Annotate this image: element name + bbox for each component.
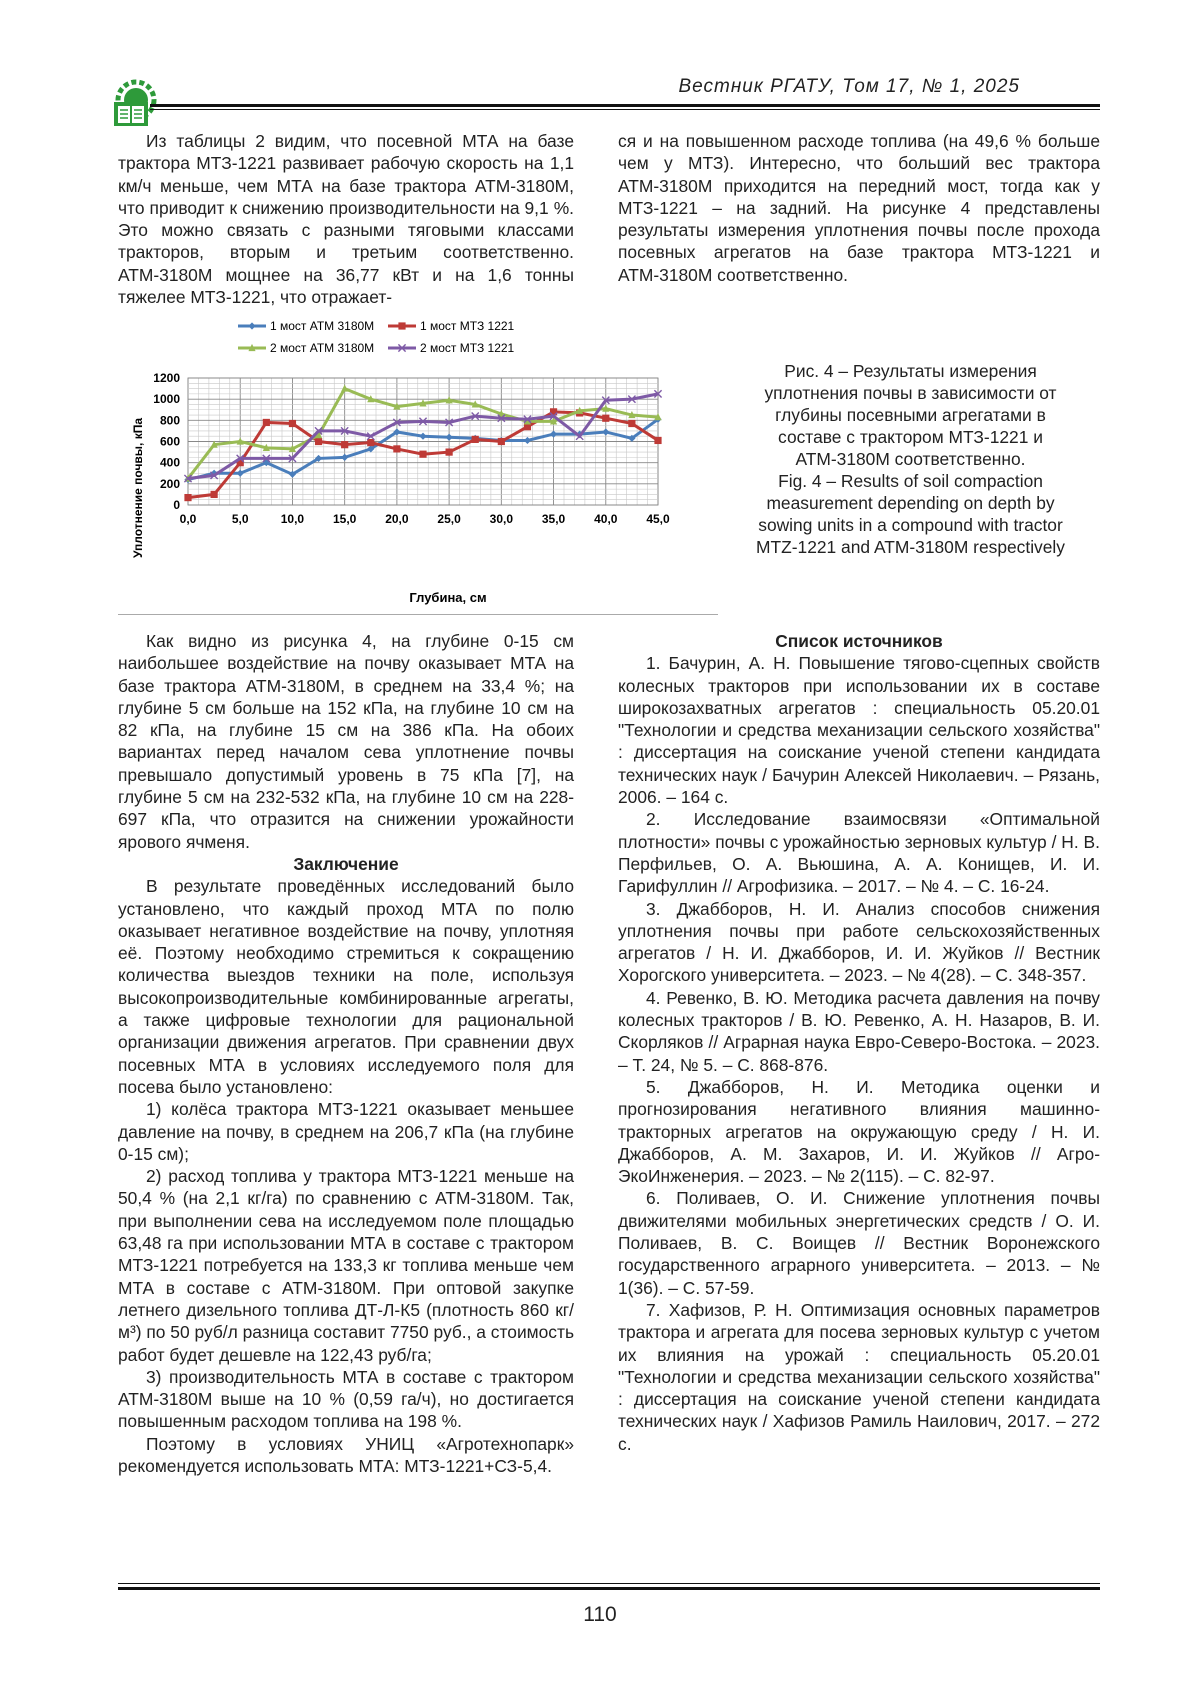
x-tick-label: 30,0: [489, 512, 514, 526]
y-tick-label: 800: [159, 413, 180, 428]
legend-entry: [238, 319, 374, 333]
y-tick-label: 0: [173, 498, 180, 512]
reference-item: 4. Ревенко, В. Ю. Методика расчета давления на почву колесных тракторов / В. Ю. Ревенко, А. Н. Назаров, В. И. Скорляков // Аграрная наука Евро-Северо-Востока. – 2023. – Т. 24, № 5. – С. 868-876.: [618, 987, 1100, 1075]
x-tick-label: 20,0: [385, 512, 409, 526]
data-point: [398, 322, 405, 329]
data-point: [472, 436, 479, 443]
data-point: [211, 491, 218, 498]
data-point: [419, 451, 426, 458]
paragraph: 3) производительность МТА в составе с трактором АТМ-3180М выше на 10 % (0,59 га/ч), но достигается повышенным расходом топлива на 198 %.: [118, 1366, 574, 1432]
references-heading: Список источников: [775, 631, 943, 651]
paragraph: ся и на повышенном расходе топлива (на 49,6 % больше чем у МТЗ). Интересно, что больший вес трактора АТМ-3180М приходится на передний мост, тогда как у МТЗ-1221 – на задний. На рисунке 4 представлены результаты измерения уплотнения почвы после прохода посевных агрегатов на базе трактора МТЗ-1221 и АТМ-3180М соответственно.: [618, 131, 1100, 285]
paragraph: 1) колёса трактора МТЗ-1221 оказывает меньшее давление на почву, в среднем на 206,7 кПа (на глубине 0-15 см);: [118, 1099, 574, 1164]
y-tick-label: 200: [159, 476, 180, 491]
y-tick-label: 1000: [153, 392, 180, 407]
footer-rule-thick: [118, 1587, 1100, 1590]
x-tick-label: 25,0: [437, 512, 461, 526]
data-point: [628, 420, 635, 427]
reference-item: 5. Джабборов, Н. И. Методика оценки и прогнозирования негативного влияния машинно-тракторных агрегатов на окружающую среду / Н. И. Джабборов, А. М. Захаров, И. И. Жуйков // Агро-ЭкоИнженерия. – 2023. – № 2(115). – С. 82-97.: [618, 1076, 1100, 1187]
journal-title: Вестник РГАТУ, Том 17, № 1, 2025: [678, 76, 1020, 97]
data-point: [602, 415, 609, 422]
legend-label: 2 мост МТЗ 1221: [420, 341, 515, 355]
y-tick-label: 600: [159, 434, 180, 449]
soil-compaction-chart: [118, 319, 718, 610]
x-tick-label: 40,0: [594, 512, 618, 526]
paragraph: Из таблицы 2 видим, что посевной МТА на базе трактора МТЗ-1221 развивает рабочую скорость на 1,1 км/ч меньше, чем МТА на базе трактора АТМ-3180М, что приводит к снижению производительности на 9,1 %. Это можно связать с разными тяговыми классами тракторов, вторым и третьим соответственно. АТМ-3180М мощнее на 36,77 кВт и на 1,6 тонны тяжелее МТЗ-1221, что отражает-: [118, 131, 574, 308]
x-tick-label: 0,0: [179, 512, 197, 526]
reference-item: 2. Исследование взаимосвязи «Оптимальной плотности» почвы с урожайностью зерновых культур / Н. В. Перфильев, О. А. Вьюшина, А. А. Конищев, И. И. Гарифуллин // Агрофизика. – 2017. – № 4. – С. 16-24.: [618, 809, 1100, 897]
footer-rule-thin: [118, 1583, 1100, 1584]
x-tick-label: 45,0: [646, 512, 670, 526]
x-tick-label: 5,0: [231, 512, 249, 526]
data-point: [654, 437, 661, 444]
reference-item: 1. Бачурин, А. Н. Повышение тягово-сцепных свойств колесных тракторов при использовании их в составе широкозахватных агрегатов : специальность 05.20.01 "Технологии и средства механизации сельского хозяйства" : диссертация на соискание ученой степени кандидата технических наук / Бачурин Алексей Николаевич. – Рязань, 2006. – 164 с.: [618, 653, 1100, 808]
y-tick-label: 400: [159, 455, 180, 470]
x-tick-label: 10,0: [280, 512, 305, 526]
left-top-column: [118, 130, 574, 308]
data-point: [367, 439, 374, 446]
right-top-column: [618, 130, 1100, 286]
legend-label: 1 мост АТМ 3180М: [270, 319, 375, 333]
paragraph: Поэтому в условиях УНИЦ «Агротехнопарк» рекомендуется использовать МТА: МТЗ-1221+СЗ-5,4.: [118, 1433, 574, 1476]
header-rule-thin: [150, 109, 1100, 110]
section-heading: Заключение: [293, 853, 399, 874]
reference-item: 3. Джабборов, Н. И. Анализ способов снижения уплотнения почвы при работе сельскохозяйственных агрегатов / Н. И. Джабборов, И. И. Жуйков // Вестник Хорогского университета. – 2023. – № 4(28). – С. 348-357.: [618, 898, 1100, 986]
figure-caption: [748, 360, 1073, 558]
paragraph: Как видно из рисунка 4, на глубине 0-15 см наибольшее воздействие на почву оказывает МТА на базе трактора АТМ-3180М, в среднем на 33,4 %; на глубине 5 см больше на 152 кПа, на глубине 10 см на 82 кПа, на глубине 15 см на 386 кПа. На обоих вариантах перед началом сева уплотнение почвы превышало допустимый уровень в 75 кПа [7], на глубине 5 см на 232-532 кПа, на глубине 10 см на 228-697 кПа, что отразится на снижении урожайности ярового ячменя.: [118, 631, 574, 852]
data-point: [498, 438, 505, 445]
chart-legend: [238, 319, 515, 355]
y-tick-label: 1200: [153, 371, 180, 385]
legend-entry: [388, 319, 515, 333]
x-axis-label: Глубина, см: [409, 590, 487, 605]
paragraph: В результате проведённых исследований было установлено, что каждый проход МТА по полю оказывает негативное воздействие на почву, уплотняя её. Поэтому необходимо стремиться к сокращению количества выездов техники на поле, используя высокопроизводительные комбинированные агрегаты, а также цифровые технологии для рациональной организации движения агрегатов. При сравнении двух посевных МТА в условиях исследуемого поля для посева было установлено:: [118, 876, 574, 1097]
chart-grid: [188, 378, 658, 505]
data-point: [341, 441, 348, 448]
legend-entry: [238, 341, 374, 355]
y-axis-label: Уплотнение почвы, кПа: [131, 417, 145, 559]
references-column: [618, 630, 1100, 1455]
caption-en: Fig. 4 – Results of soil compaction measurement depending on depth by sowing units in a compound with tractor MTZ-1221 and ATM-3180M respectively: [756, 471, 1065, 557]
figure-rule: [118, 614, 718, 615]
data-point: [393, 445, 400, 452]
paragraph: 2) расход топлива у трактора МТЗ-1221 меньше на 50,4 % (на 2,1 кг/га) по сравнению с АТМ-3180М. Так, при выполнении сева на исследуемом поле площадью 63,48 га при использовании МТА в составе с трактором МТЗ-1221 потребуется на 133,3 кг топлива меньше чем МТА в составе с АТМ-3180М. При оптовой закупке летнего дизельного топлива ДТ-Л-К5 (плотность 860 кг/м³) по 50 руб/л разница составит 7750 руб., а стоимость работ будет дешевле на 122,43 руб/га;: [118, 1166, 575, 1365]
data-point: [263, 419, 270, 426]
reference-item: 7. Хафизов, Р. Н. Оптимизация основных параметров трактора и агрегата для посева зерновых культур с учетом их влияния на урожай : специальность 05.20.01 "Технологии и средства механизации сельского хозяйства" : диссертация на соискание ученой степени кандидата технических наук / Хафизов Рамиль Наилович, 2017. – 272 с.: [618, 1299, 1100, 1454]
x-tick-label: 15,0: [332, 512, 357, 526]
data-point: [248, 322, 255, 329]
data-point: [289, 420, 296, 427]
data-point: [184, 494, 191, 501]
data-point: [446, 448, 453, 455]
reference-item: 6. Поливаев, О. И. Снижение уплотнения почвы движителями мобильных энергетических средств / О. И. Поливаев, В. С. Воищев // Вестник Воронежского государственного аграрного университета. – 2013. – № 1(36). – С. 57-59.: [618, 1188, 1100, 1298]
header-rule-thick: [150, 104, 1100, 107]
left-bottom-column: [118, 630, 574, 1477]
x-tick-label: 35,0: [541, 512, 566, 526]
legend-entry: [388, 341, 515, 355]
data-point: [315, 438, 322, 445]
caption-ru: Рис. 4 – Результаты измерения уплотнения почвы в зависимости от глубины посевными агрегатами в составе с трактором МТЗ-1221 и АТМ-3180М соответственно.: [764, 361, 1057, 469]
legend-label: 1 мост МТЗ 1221: [420, 319, 515, 333]
legend-label: 2 мост АТМ 3180М: [270, 341, 375, 355]
page-number: 110: [583, 1603, 617, 1626]
